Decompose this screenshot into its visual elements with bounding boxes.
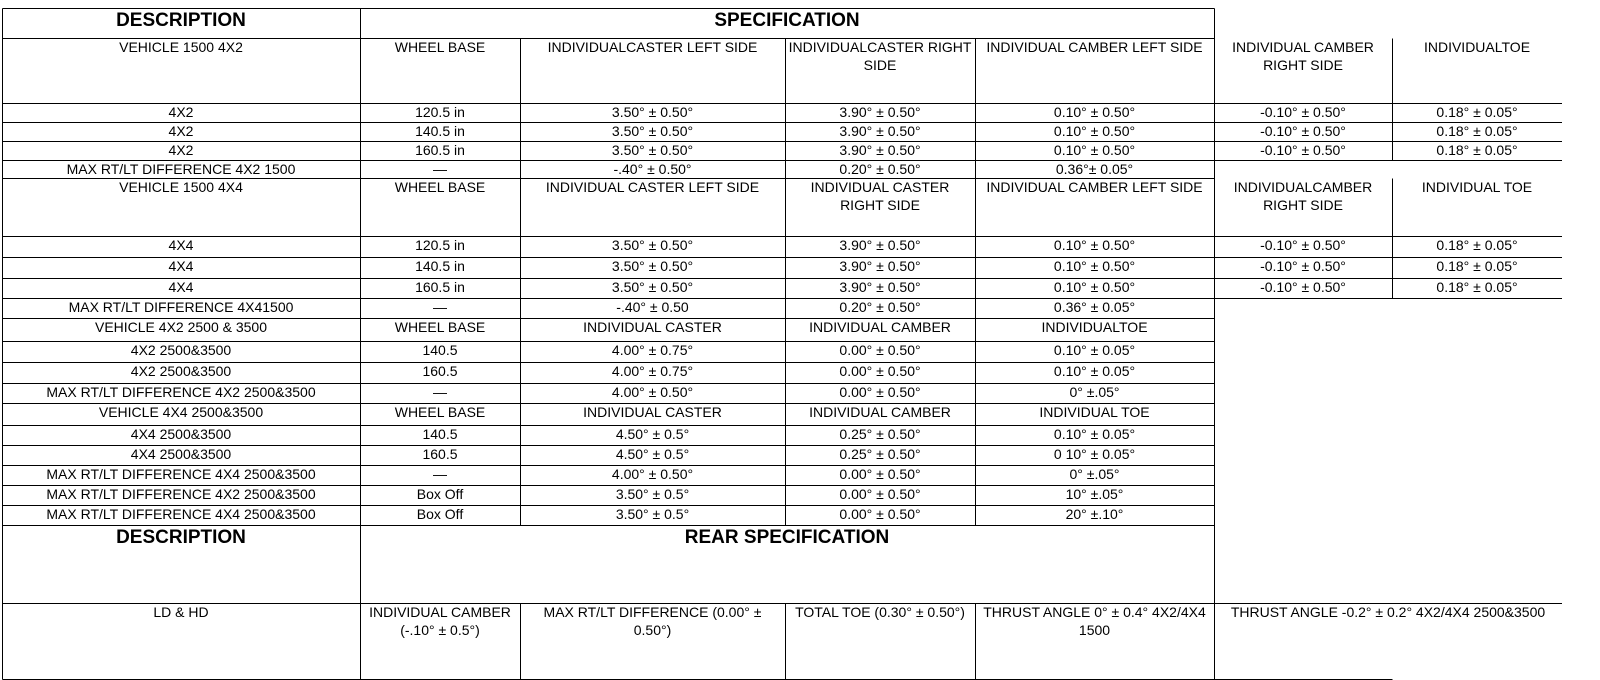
table-row-cell: -0.10° ± 0.50°: [1260, 123, 1346, 139]
table-row-cell: 0.10° ± 0.05°: [1053, 426, 1136, 442]
table-row-cell: 4X4 2500&3500: [130, 426, 232, 442]
table-row-cell: 0.00° ± 0.50°: [839, 342, 921, 358]
table-row-cell: 3.50° ± 0.50°: [611, 123, 694, 139]
table-row-cell: 0.25° ± 0.50°: [839, 426, 921, 442]
table-row-cell: 4.00° ± 0.75°: [611, 363, 694, 379]
table-row-cell: 4X2: [168, 104, 194, 120]
section-header-cell: INDIVIDUAL CASTER LEFT SIDE: [545, 179, 760, 195]
table-row-cell: 3.90° ± 0.50°: [839, 104, 921, 120]
section-header-cell: INDIVIDUAL CAMBER LEFT SIDE: [986, 39, 1203, 55]
max-difference-row-cell: 3.50° ± 0.5°: [615, 506, 690, 522]
max-difference-row-cell: —: [433, 384, 447, 400]
table-row-cell: 3.90° ± 0.50°: [839, 142, 921, 158]
section-header-cell: VEHICLE 4X4 2500&3500: [98, 404, 264, 420]
max-difference-row-cell: MAX RT/LT DIFFERENCE 4X2 2500&3500: [46, 384, 316, 400]
table-row-cell: 0.18° ± 0.05°: [1436, 104, 1518, 120]
table-row-cell: 3.90° ± 0.50°: [839, 258, 921, 274]
table-row-cell: 4.50° ± 0.5°: [615, 426, 690, 442]
table-row-cell: 0.18° ± 0.05°: [1436, 237, 1518, 253]
table-row-cell: 0 10° ± 0.05°: [1053, 446, 1136, 462]
max-difference-row-cell: 0° ±.05°: [1069, 466, 1120, 482]
section-header-cell: VEHICLE 1500 4X2: [119, 39, 243, 55]
table-row-cell: 160.5: [422, 363, 458, 379]
max-difference-row-cell: 20° ±.10°: [1065, 506, 1124, 522]
max-difference-row-cell: Box Off: [416, 486, 464, 502]
section-header-cell: INDIVIDUALCAMBER RIGHT SIDE: [1233, 179, 1373, 213]
rear-spec-cell: TOTAL TOE (0.30° ± 0.50°): [795, 604, 965, 620]
table-row-cell: 0.18° ± 0.05°: [1436, 279, 1518, 295]
section-header-cell: VEHICLE 1500 4X4: [119, 179, 243, 195]
table-row-cell: -0.10° ± 0.50°: [1260, 258, 1346, 274]
table-row-cell: 3.50° ± 0.50°: [611, 258, 694, 274]
table-row-cell: 0.10° ± 0.05°: [1053, 342, 1136, 358]
section-header-cell: INDIVIDUAL TOE: [1421, 179, 1533, 195]
table-row-cell: 0.18° ± 0.05°: [1436, 142, 1518, 158]
section-header-cell: INDIVIDUAL CASTER: [583, 319, 722, 335]
table-row-cell: 0.10° ± 0.50°: [1053, 279, 1136, 295]
section-header-cell: INDIVIDUAL CASTER RIGHT SIDE: [810, 179, 950, 213]
max-difference-row-cell: 0.36° ± 0.05°: [1053, 299, 1136, 315]
max-difference-row-cell: 0.00° ± 0.50°: [839, 384, 921, 400]
max-difference-row-cell: 10° ±.05°: [1065, 486, 1124, 502]
rear-spec-cell: THRUST ANGLE -0.2° ± 0.2° 4X2/4X4 2500&3500: [1230, 604, 1546, 620]
table-row-cell: 4X2: [168, 123, 194, 139]
table-row-cell: 120.5 in: [415, 104, 465, 120]
table-row-cell: 4X4 2500&3500: [130, 446, 232, 462]
table-row-cell: 0.10° ± 0.50°: [1053, 258, 1136, 274]
max-difference-row-cell: 0.20° ± 0.50°: [839, 299, 921, 315]
table-row-cell: 3.90° ± 0.50°: [839, 237, 921, 253]
table-row-cell: 3.50° ± 0.50°: [611, 142, 694, 158]
max-difference-row-cell: MAX RT/LT DIFFERENCE 4X4 2500&3500: [46, 506, 316, 522]
max-difference-row-cell: 0° ±.05°: [1069, 384, 1120, 400]
max-difference-row-cell: 3.50° ± 0.5°: [615, 486, 690, 502]
table-row-cell: 160.5: [422, 446, 458, 462]
max-difference-row-cell: MAX RT/LT DIFFERENCE 4X4 2500&3500: [46, 466, 316, 482]
table-row-cell: 160.5 in: [415, 142, 465, 158]
section-header-cell: INDIVIDUAL CASTER: [583, 404, 722, 420]
table-row-cell: 0.10° ± 0.50°: [1053, 104, 1136, 120]
max-difference-row-cell: 0.20° ± 0.50°: [839, 161, 921, 177]
section-header-cell: INDIVIDUAL CAMBER: [809, 404, 951, 420]
section-header-cell: WHEEL BASE: [394, 39, 486, 55]
table-row-cell: 140.5 in: [415, 123, 465, 139]
table-row-cell: 0.10° ± 0.05°: [1053, 363, 1136, 379]
table-row-cell: 4.50° ± 0.5°: [615, 446, 690, 462]
table-row-cell: 4X4: [168, 279, 194, 295]
table-row-cell: 3.50° ± 0.50°: [611, 279, 694, 295]
max-difference-row-cell: 0.36°± 0.05°: [1055, 161, 1134, 177]
section-header-cell: INDIVIDUAL CAMBER RIGHT SIDE: [1232, 39, 1374, 73]
table-row-cell: -0.10° ± 0.50°: [1260, 142, 1346, 158]
rear-spec-cell: MAX RT/LT DIFFERENCE (0.00° ± 0.50°): [543, 604, 762, 638]
table-row-cell: 3.50° ± 0.50°: [611, 104, 694, 120]
section-header-cell: VEHICLE 4X2 2500 & 3500: [94, 319, 267, 335]
table-row-cell: 4X4: [168, 237, 194, 253]
table-row-cell: 160.5 in: [415, 279, 465, 295]
section-header-cell: INDIVIDUAL CAMBER LEFT SIDE: [986, 179, 1203, 195]
max-difference-row-cell: MAX RT/LT DIFFERENCE 4X41500: [68, 299, 294, 315]
max-difference-row-cell: -.40° ± 0.50°: [613, 161, 692, 177]
max-difference-row-cell: 0.00° ± 0.50°: [839, 506, 921, 522]
section-header-cell: WHEEL BASE: [394, 404, 486, 420]
table-row-cell: 0.18° ± 0.05°: [1436, 123, 1518, 139]
max-difference-row-cell: -.40° ± 0.50: [616, 299, 689, 315]
table-row-cell: 0.18° ± 0.05°: [1436, 258, 1518, 274]
table-row-cell: 4X2 2500&3500: [130, 342, 232, 358]
max-difference-row-cell: 0.00° ± 0.50°: [839, 466, 921, 482]
table-row-cell: 4X2 2500&3500: [130, 363, 232, 379]
max-difference-row-cell: MAX RT/LT DIFFERENCE 4X2 1500: [66, 161, 296, 177]
section-header-cell: INDIVIDUALCASTER LEFT SIDE: [547, 39, 758, 55]
max-difference-row-cell: 4.00° ± 0.50°: [611, 384, 694, 400]
table-row-cell: -0.10° ± 0.50°: [1260, 237, 1346, 253]
table-row-cell: -0.10° ± 0.50°: [1260, 279, 1346, 295]
table-row-cell: 120.5 in: [415, 237, 465, 253]
max-difference-row-cell: Box Off: [416, 506, 464, 522]
max-difference-row-cell: 4.00° ± 0.50°: [611, 466, 694, 482]
table-row-cell: 0.25° ± 0.50°: [839, 446, 921, 462]
table-row-cell: 140.5 in: [415, 258, 465, 274]
rear-description-header: DESCRIPTION: [116, 527, 246, 548]
section-header-cell: INDIVIDUAL TOE: [1039, 404, 1150, 420]
table-row-cell: 140.5: [422, 342, 458, 358]
section-header-cell: INDIVIDUALTOE: [1423, 39, 1531, 55]
specification-header: SPECIFICATION: [714, 10, 860, 31]
table-row-cell: 3.90° ± 0.50°: [839, 279, 921, 295]
max-difference-row-cell: —: [433, 161, 447, 177]
description-header: DESCRIPTION: [116, 10, 246, 31]
alignment-spec-sheet: [2, 8, 1562, 680]
section-header-cell: INDIVIDUALTOE: [1041, 319, 1148, 335]
table-row-cell: 3.50° ± 0.50°: [611, 237, 694, 253]
max-difference-row-cell: MAX RT/LT DIFFERENCE 4X2 2500&3500: [46, 486, 316, 502]
rear-specification-title: REAR SPECIFICATION: [684, 527, 890, 548]
max-difference-row-cell: 0.00° ± 0.50°: [839, 486, 921, 502]
table-row-cell: -0.10° ± 0.50°: [1260, 104, 1346, 120]
table-row-cell: 0.10° ± 0.50°: [1053, 237, 1136, 253]
table-row-cell: 3.90° ± 0.50°: [839, 123, 921, 139]
table-row-cell: 4X4: [168, 258, 194, 274]
rear-spec-cell: LD & HD: [153, 604, 209, 620]
section-header-cell: INDIVIDUALCASTER RIGHT SIDE: [788, 39, 972, 73]
section-header-cell: WHEEL BASE: [394, 319, 486, 335]
section-header-cell: INDIVIDUAL CAMBER: [809, 319, 951, 335]
rear-spec-cell: THRUST ANGLE 0° ± 0.4° 4X2/4X4 1500: [983, 604, 1206, 638]
max-difference-row-cell: —: [433, 299, 447, 315]
table-row-cell: 4.00° ± 0.75°: [611, 342, 694, 358]
table-row-cell: 0.00° ± 0.50°: [839, 363, 921, 379]
max-difference-row-cell: —: [433, 466, 447, 482]
rear-spec-cell: INDIVIDUAL CAMBER (-.10° ± 0.5°): [369, 604, 511, 638]
table-row-cell: 140.5: [422, 426, 458, 442]
table-row-cell: 4X2: [168, 142, 194, 158]
table-row-cell: 0.10° ± 0.50°: [1053, 123, 1136, 139]
section-header-cell: WHEEL BASE: [394, 179, 486, 195]
table-row-cell: 0.10° ± 0.50°: [1053, 142, 1136, 158]
